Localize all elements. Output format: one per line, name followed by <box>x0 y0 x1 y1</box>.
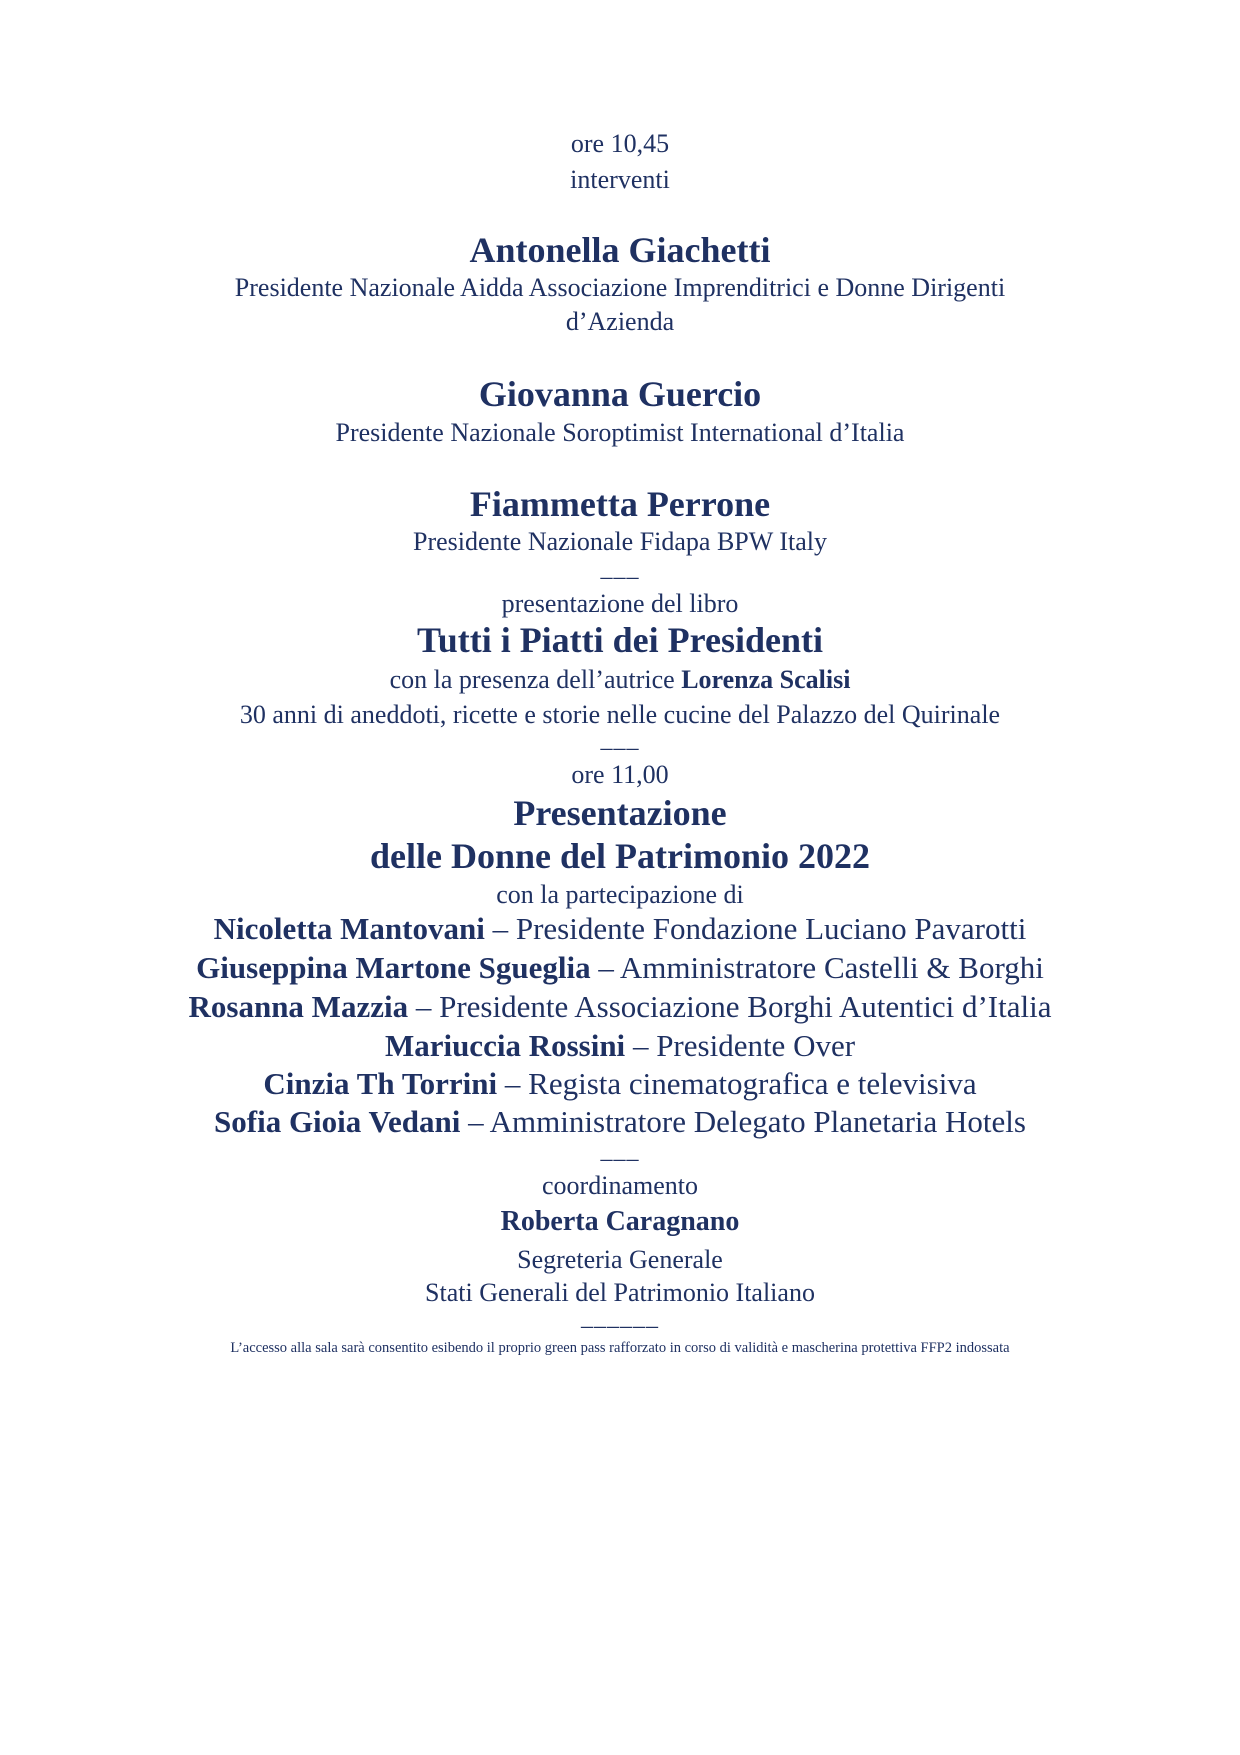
presentation-title: Presentazione <box>513 793 727 833</box>
presentation-time: ore 11,00 <box>571 760 669 789</box>
participant-role: – Amministratore Castelli & Borghi <box>590 950 1044 985</box>
book-author: Lorenza Scalisi <box>681 665 851 694</box>
participant-line <box>0 1028 1240 1064</box>
participant-line <box>0 989 1240 1025</box>
participant-name: Cinzia Th Torrini <box>263 1066 498 1101</box>
speaker-name: Giovanna Guercio <box>478 374 762 414</box>
participant-name: Giuseppina Martone Sgueglia <box>196 950 591 985</box>
participation-label: con la partecipazione di <box>496 880 744 909</box>
participant-line <box>0 1066 1240 1102</box>
speaker-role-continued: d’Azienda <box>565 307 675 336</box>
coordination-label: coordinamento <box>542 1171 698 1200</box>
speaker-role: Presidente Nazionale Soroptimist International d’Italia <box>335 418 905 447</box>
participant-line <box>0 911 1240 947</box>
separator: ______ <box>581 1305 659 1331</box>
participant-role: – Presidente Over <box>625 1028 856 1063</box>
presentation-title-line2: delle Donne del Patrimonio 2022 <box>370 836 870 876</box>
coordinator-name: Roberta Caragnano <box>500 1206 740 1237</box>
separator: ___ <box>600 727 640 753</box>
participant-name: Rosanna Mazzia <box>188 989 409 1024</box>
participant-role: – Amministratore Delegato Planetaria Hotels <box>460 1104 1026 1139</box>
participant-role: – Regista cinematografica e televisiva <box>497 1066 977 1101</box>
coordinator-role-continued: Stati Generali del Patrimonio Italiano <box>425 1278 815 1307</box>
participant-role: – Presidente Associazione Borghi Autentici d’Italia <box>408 989 1052 1024</box>
book-intro: presentazione del libro <box>501 589 739 618</box>
participant-role: – Presidente Fondazione Luciano Pavarotti <box>484 911 1027 946</box>
session-time: ore 10,45 <box>570 129 670 158</box>
book-presence <box>0 665 1240 695</box>
book-title: Tutti i Piatti dei Presidenti <box>416 620 823 660</box>
speaker-name: Antonella Giachetti <box>469 230 771 270</box>
speaker-role: Presidente Nazionale Aidda Associazione Imprenditrici e Donne Dirigenti <box>234 273 1006 302</box>
book-description: 30 anni di aneddoti, ricette e storie nelle cucine del Palazzo del Quirinale <box>239 700 1001 729</box>
participant-name: Mariuccia Rossini <box>384 1028 626 1063</box>
speaker-role: Presidente Nazionale Fidapa BPW Italy <box>413 527 827 556</box>
separator: ___ <box>600 556 640 582</box>
coordinator-role: Segreteria Generale <box>517 1245 723 1274</box>
book-presence-prefix: con la presenza dell’autrice <box>389 665 682 694</box>
session-subtitle: interventi <box>570 165 670 194</box>
speaker-name: Fiammetta Perrone <box>469 484 771 524</box>
participant-name: Nicoletta Mantovani <box>213 911 485 946</box>
separator: ___ <box>600 1138 640 1164</box>
participant-line <box>0 1104 1240 1140</box>
participant-line <box>0 950 1240 986</box>
access-note: L’accesso alla sala sarà consentito esibendo il proprio green pass rafforzato in corso di validità e mascherina protettiva FFP2 indossata <box>230 1340 1010 1356</box>
participant-name: Sofia Gioia Vedani <box>214 1104 461 1139</box>
